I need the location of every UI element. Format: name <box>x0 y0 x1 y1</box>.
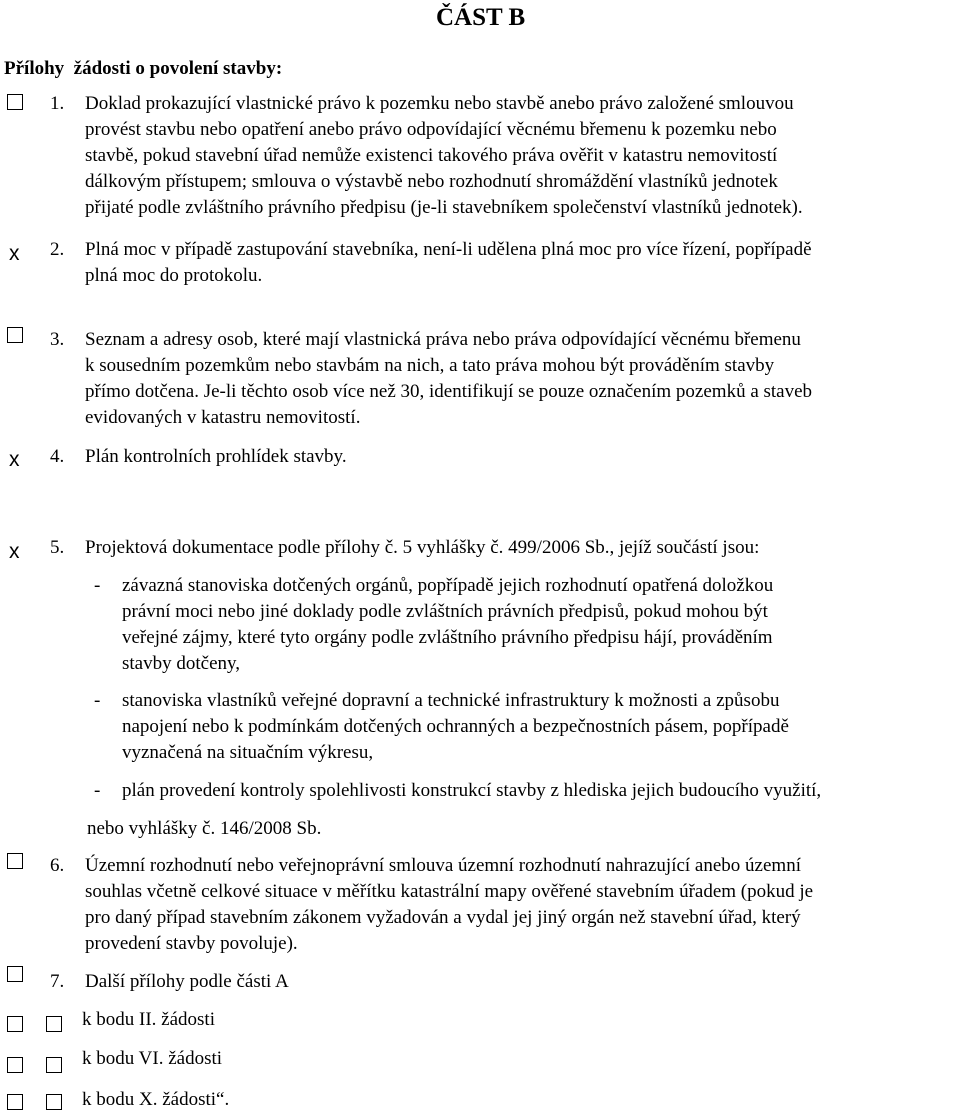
item-3-line: k sousedním pozemkům nebo stavbám na nich, a tato práva mohou být prováděním stavby <box>85 355 775 376</box>
item-1-line: přijaté podle zvláštního právního předpisu (je-li stavebníkem společenství vlastníků jednotek). <box>85 197 803 218</box>
item-7-sub-c-text: k bodu X. žádosti“. <box>82 1089 230 1110</box>
item-1-line: stavbě, pokud stavební úřad nemůže existenci takového práva ověřit v katastru nemovitostí <box>85 145 778 166</box>
item-7-sub-a-text: k bodu II. žádosti <box>82 1009 215 1030</box>
item-2-check-mark[interactable]: x <box>9 242 20 265</box>
item-2-line: plná moc do protokolu. <box>85 265 263 286</box>
sub-item-line: závazná stanoviska dotčených orgánů, popřípadě jejich rozhodnutí opatřená doložkou <box>122 575 774 596</box>
item-4-text: Plán kontrolních prohlídek stavby. <box>85 446 347 467</box>
item-1-number: 1. <box>50 93 65 114</box>
item-3-checkbox[interactable] <box>7 327 23 343</box>
item-7-sub-c-checkbox-outer[interactable] <box>7 1094 23 1110</box>
item-6-checkbox[interactable] <box>7 853 23 869</box>
item-6-line: Územní rozhodnutí nebo veřejnoprávní smlouva územní rozhodnutí nahrazující anebo územní <box>85 855 801 876</box>
sub-item-dash: - <box>94 780 101 801</box>
sub-item-line: napojení nebo k podmínkám dotčených ochranných a bezpečnostních pásem, popřípadě <box>122 716 789 737</box>
item-6-line: souhlas včetně celkové situace v měřítku katastrální mapy ověřené stavebním úřadem (pokud je <box>85 881 814 902</box>
item-1-line: dálkovým přístupem; smlouva o výstavbě nebo rozhodnutí shromáždění vlastníků jednotek <box>85 171 778 192</box>
sub-item-line: právní moci nebo jiné doklady podle zvláštních právních předpisů, pokud mohou být <box>122 601 768 622</box>
item-6-line: pro daný případ stavebním zákonem vyžadován a vydal jej jiný orgán než stavební úřad, který <box>85 907 801 928</box>
sub-item-dash: - <box>94 575 101 596</box>
sub-item-line: stanoviska vlastníků veřejné dopravní a technické infrastruktury k možnosti a způsobu <box>122 690 780 711</box>
sub-item-line: veřejné zájmy, které tyto orgány podle zvláštního právního předpisu hájí, prováděním <box>122 627 773 648</box>
item-7-text: Další přílohy podle části A <box>85 971 289 992</box>
item-6-number: 6. <box>50 855 65 876</box>
item-7-sub-b-checkbox[interactable] <box>46 1057 62 1073</box>
item-3-number: 3. <box>50 329 65 350</box>
item-7-number: 7. <box>50 971 65 992</box>
item-5-number: 5. <box>50 537 65 558</box>
item-2-number: 2. <box>50 239 65 260</box>
item-4-number: 4. <box>50 446 65 467</box>
item-7-sub-a-checkbox[interactable] <box>46 1016 62 1032</box>
item-4-check-mark[interactable]: x <box>9 448 20 471</box>
sub-item-line: stavby dotčeny, <box>122 653 241 674</box>
item-7-sub-b-checkbox-outer[interactable] <box>7 1057 23 1073</box>
item-5-text: Projektová dokumentace podle přílohy č. 5 vyhlášky č. 499/2006 Sb., jejíž součástí jsou: <box>85 537 760 558</box>
item-1-line: provést stavbu nebo opatření anebo právo odpovídající věcnému břemenu k pozemku nebo <box>85 119 777 140</box>
item-7-sub-b-text: k bodu VI. žádosti <box>82 1048 223 1069</box>
item-3-line: evidovaných v katastru nemovitostí. <box>85 407 361 428</box>
item-1-line: Doklad prokazující vlastnické právo k pozemku nebo stavbě anebo právo založené smlouvou <box>85 93 794 114</box>
item-3-line: přímo dotčena. Je-li těchto osob více než 30, identifikují se pouze označením pozemků a staveb <box>85 381 813 402</box>
sub-item-line: vyznačená na situačním výkresu, <box>122 742 374 763</box>
item-2-line: Plná moc v případě zastupování stavebníka, není-li udělena plná moc pro více řízení, popřípadě <box>85 239 812 260</box>
item-1-checkbox[interactable] <box>7 94 23 110</box>
part-title: ČÁST B <box>436 4 526 31</box>
item-5-sub-3: plán provedení kontroly spolehlivosti konstrukcí stavby z hlediska jejich budoucího využití, <box>122 780 822 801</box>
item-7-sub-a-checkbox-outer[interactable] <box>7 1016 23 1032</box>
sub-item-dash: - <box>94 690 101 711</box>
item-6-line: provedení stavby povoluje). <box>85 933 298 954</box>
attachments-heading: Přílohy žádosti o povolení stavby: <box>4 58 283 79</box>
item-5-tail: nebo vyhlášky č. 146/2008 Sb. <box>87 818 322 839</box>
item-3-line: Seznam a adresy osob, které mají vlastnická práva nebo práva odpovídající věcnému břemenu <box>85 329 801 350</box>
item-5-check-mark[interactable]: x <box>9 540 20 563</box>
item-7-sub-c-checkbox[interactable] <box>46 1094 62 1110</box>
item-7-checkbox[interactable] <box>7 966 23 982</box>
